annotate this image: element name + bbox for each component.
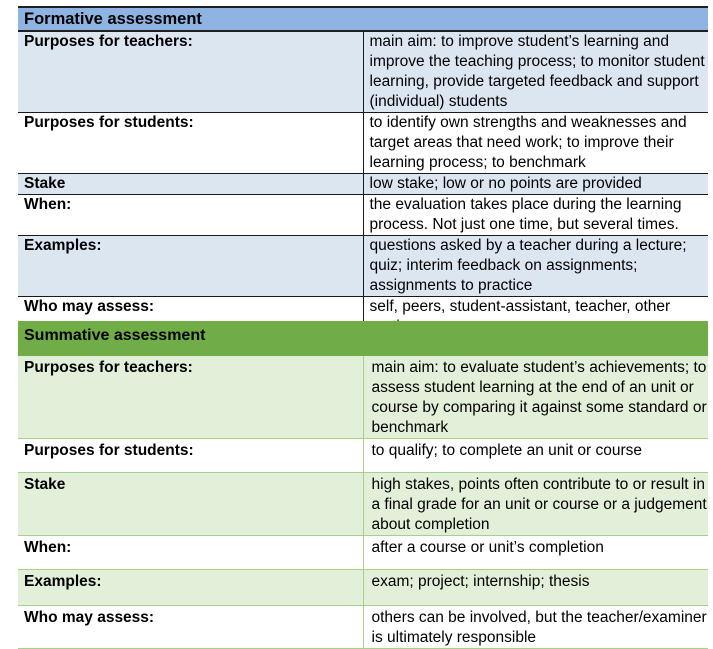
- row-label: Purposes for students:: [18, 439, 363, 473]
- row-label: Examples:: [18, 570, 363, 606]
- row-value: main aim: to improve student’s learning and improve the teaching process; to monitor student learning, provide targeted feedback and support (individual) students: [363, 31, 708, 113]
- summative-row: [18, 473, 708, 536]
- formative-row: [18, 113, 708, 174]
- row-value: high stakes, points often contribute to or result in a final grade for an unit or course or a judgement about completion: [363, 473, 708, 536]
- row-label: Who may assess:: [18, 606, 363, 649]
- row-value: to identify own strengths and weaknesses and target areas that need work; to improve their learning process; to benchmark: [363, 113, 708, 174]
- formative-row: [18, 195, 708, 236]
- formative-row: [18, 174, 708, 195]
- formative-row: [18, 236, 708, 297]
- row-label: When:: [18, 536, 363, 570]
- row-label: Purposes for teachers:: [18, 356, 363, 439]
- row-value: exam; project; internship; thesis: [363, 570, 708, 606]
- row-value: questions asked by a teacher during a lecture; quiz; interim feedback on assignments; assignments to practice: [363, 236, 708, 297]
- row-label: Purposes for teachers:: [18, 31, 363, 113]
- row-label: When:: [18, 195, 363, 236]
- row-label: Purposes for students:: [18, 113, 363, 174]
- summative-title-row: [18, 321, 708, 356]
- row-label: Examples:: [18, 236, 363, 297]
- summative-row: [18, 356, 708, 439]
- row-label: Stake: [18, 473, 363, 536]
- summative-row: [18, 536, 708, 570]
- row-value: self, peers, student-assistant, teacher, other: [363, 297, 708, 339]
- row-label: Stake: [18, 174, 363, 195]
- formative-assessment-table: [18, 6, 708, 339]
- summative-title: Summative assessment: [18, 321, 708, 356]
- row-value: after a course or unit’s completion: [363, 536, 708, 570]
- row-value: low stake; low or no points are provided: [363, 174, 708, 195]
- formative-row: [18, 31, 708, 113]
- row-label: Who may assess:: [18, 297, 363, 339]
- formative-title: Formative assessment: [18, 7, 708, 31]
- summative-row: [18, 439, 708, 473]
- row-value: others can be involved, but the teacher/examiner is ultimately responsible: [363, 606, 708, 649]
- row-value: the evaluation takes place during the learning process. Not just one time, but several times.: [363, 195, 708, 236]
- summative-assessment-table: [18, 321, 708, 649]
- formative-title-row: [18, 7, 708, 31]
- row-value: main aim: to evaluate student’s achievements; to assess student learning at the end of an unit or course by comparing it against some standard or benchmark: [363, 356, 708, 439]
- summative-row: [18, 570, 708, 606]
- row-value: to qualify; to complete an unit or course: [363, 439, 708, 473]
- summative-row: [18, 606, 708, 649]
